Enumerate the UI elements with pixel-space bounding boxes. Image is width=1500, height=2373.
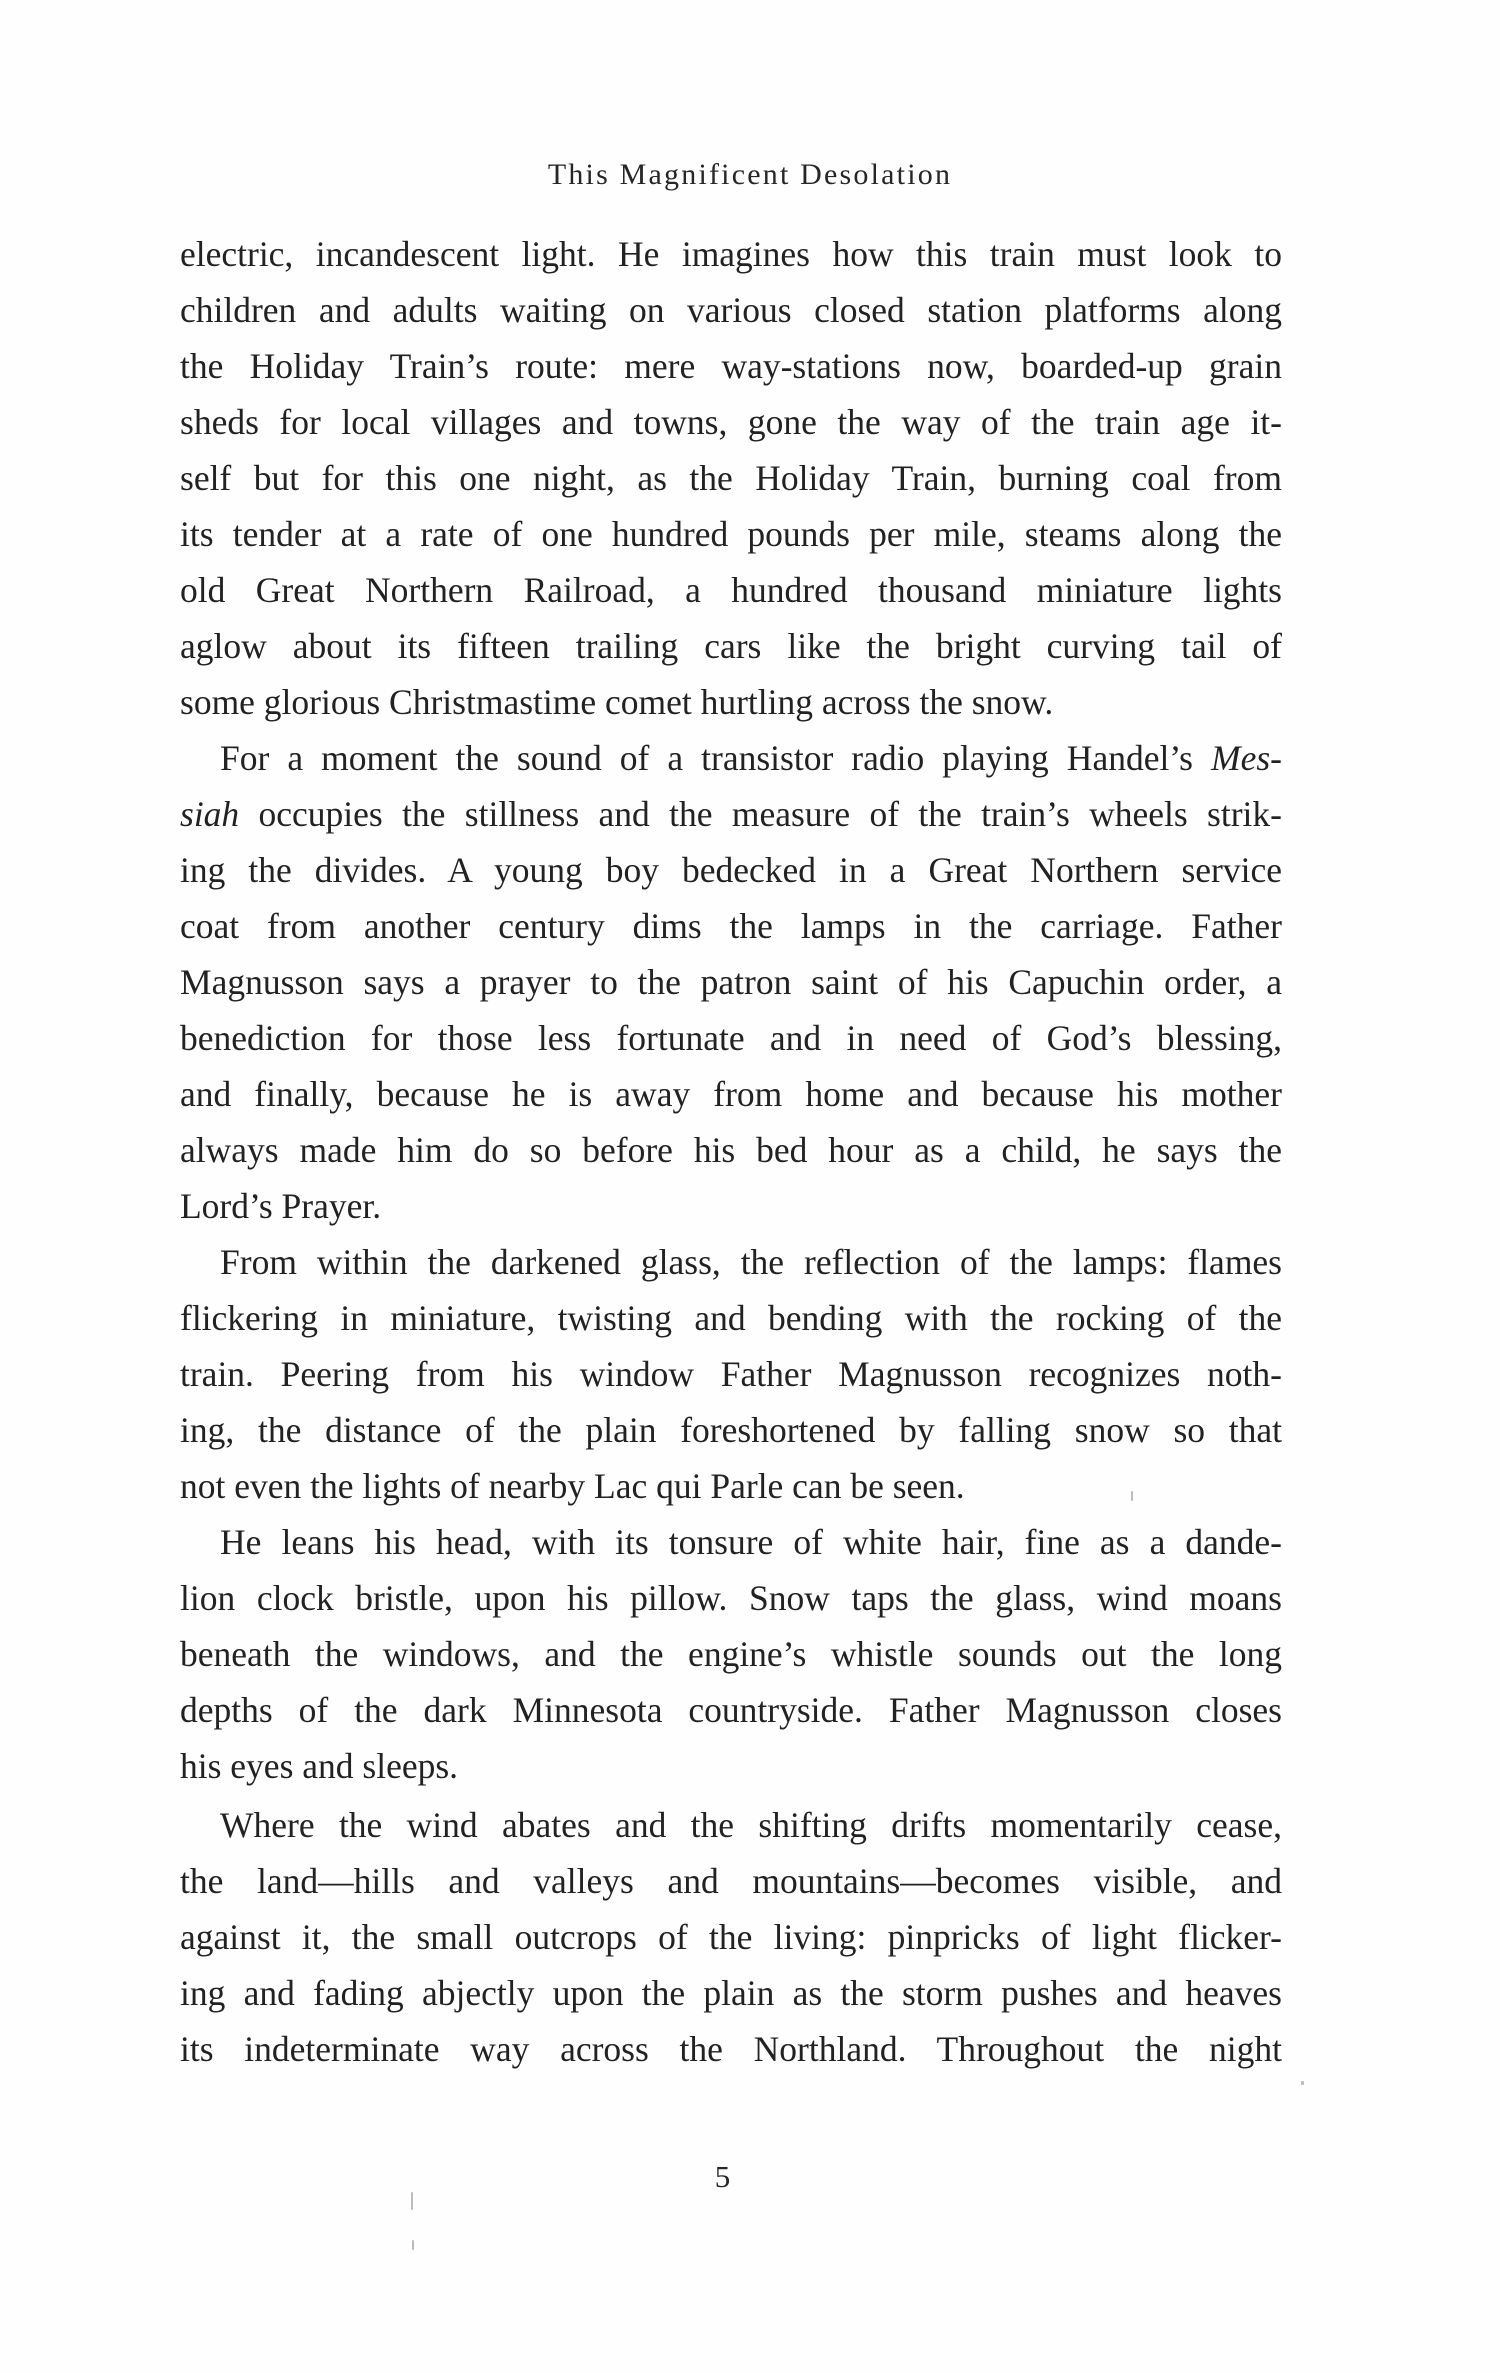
text-line: ing, the distance of the plain foreshortened by falling snow so that xyxy=(180,1410,1282,1450)
scan-speck xyxy=(1301,2081,1304,2085)
text-line: He leans his head, with its tonsure of white hair, fine as a dande- xyxy=(220,1522,1282,1562)
text-line: its tender at a rate of one hundred pounds per mile, steams along the xyxy=(180,514,1282,554)
text-line: his eyes and sleeps. xyxy=(180,1746,459,1786)
body-text xyxy=(180,226,1282,2077)
text-line: always made him do so before his bed hour as a child, he says the xyxy=(180,1130,1282,1170)
text-line: benediction for those less fortunate and in need of God’s blessing, xyxy=(180,1018,1282,1058)
text-line: Magnusson says a prayer to the patron saint of his Capuchin order, a xyxy=(180,962,1282,1002)
page-number: 5 xyxy=(714,2159,731,2194)
text-line: lion clock bristle, upon his pillow. Snow taps the glass, wind moans xyxy=(180,1578,1282,1618)
text-line: For a moment the sound of a transistor radio playing Handel’s Mes- xyxy=(220,738,1282,778)
text-line: self but for this one night, as the Holiday Train, burning coal from xyxy=(180,458,1282,498)
text-line: flickering in miniature, twisting and bending with the rocking of the xyxy=(180,1298,1282,1338)
text-line: electric, incandescent light. He imagines how this train must look to xyxy=(180,234,1282,274)
text-line: coat from another century dims the lamps in the carriage. Father xyxy=(180,906,1282,946)
text-line: its indeterminate way across the Northland. Throughout the night xyxy=(180,2029,1282,2069)
text-line: Where the wind abates and the shifting drifts momentarily cease, xyxy=(220,1805,1282,1845)
running-head: This Magnificent Desolation xyxy=(547,158,953,191)
text-line: some glorious Christmastime comet hurtling across the snow. xyxy=(180,682,1054,722)
text-line: ing and fading abjectly upon the plain as the storm pushes and heaves xyxy=(180,1973,1282,2013)
text-line: old Great Northern Railroad, a hundred thousand miniature lights xyxy=(180,570,1282,610)
text-line: not even the lights of nearby Lac qui Parle can be seen. xyxy=(180,1466,965,1506)
text-line: ing the divides. A young boy bedecked in a Great Northern service xyxy=(180,850,1282,890)
scan-speck xyxy=(411,2192,413,2210)
text-line: depths of the dark Minnesota countryside. Father Magnusson closes xyxy=(180,1690,1282,1730)
text-line: children and adults waiting on various closed station platforms along xyxy=(180,290,1282,330)
text-line: the land—hills and valleys and mountains—becomes visible, and xyxy=(180,1861,1282,1901)
scan-speck xyxy=(1131,1491,1133,1501)
text-line: against it, the small outcrops of the living: pinpricks of light flicker- xyxy=(180,1917,1282,1957)
text-line: aglow about its fifteen trailing cars like the bright curving tail of xyxy=(180,626,1282,666)
text-line: beneath the windows, and the engine’s whistle sounds out the long xyxy=(180,1634,1282,1674)
text-line: Lord’s Prayer. xyxy=(180,1186,382,1226)
scan-speck xyxy=(412,2240,414,2250)
text-line: sheds for local villages and towns, gone the way of the train age it- xyxy=(180,402,1282,442)
text-line: From within the darkened glass, the reflection of the lamps: flames xyxy=(220,1242,1282,1282)
text-line: the Holiday Train’s route: mere way-stations now, boarded-up grain xyxy=(180,346,1282,386)
text-line: train. Peering from his window Father Magnusson recognizes noth- xyxy=(180,1354,1282,1394)
text-line: siah occupies the stillness and the measure of the train’s wheels strik- xyxy=(180,794,1282,834)
text-line: and finally, because he is away from home and because his mother xyxy=(180,1074,1282,1114)
